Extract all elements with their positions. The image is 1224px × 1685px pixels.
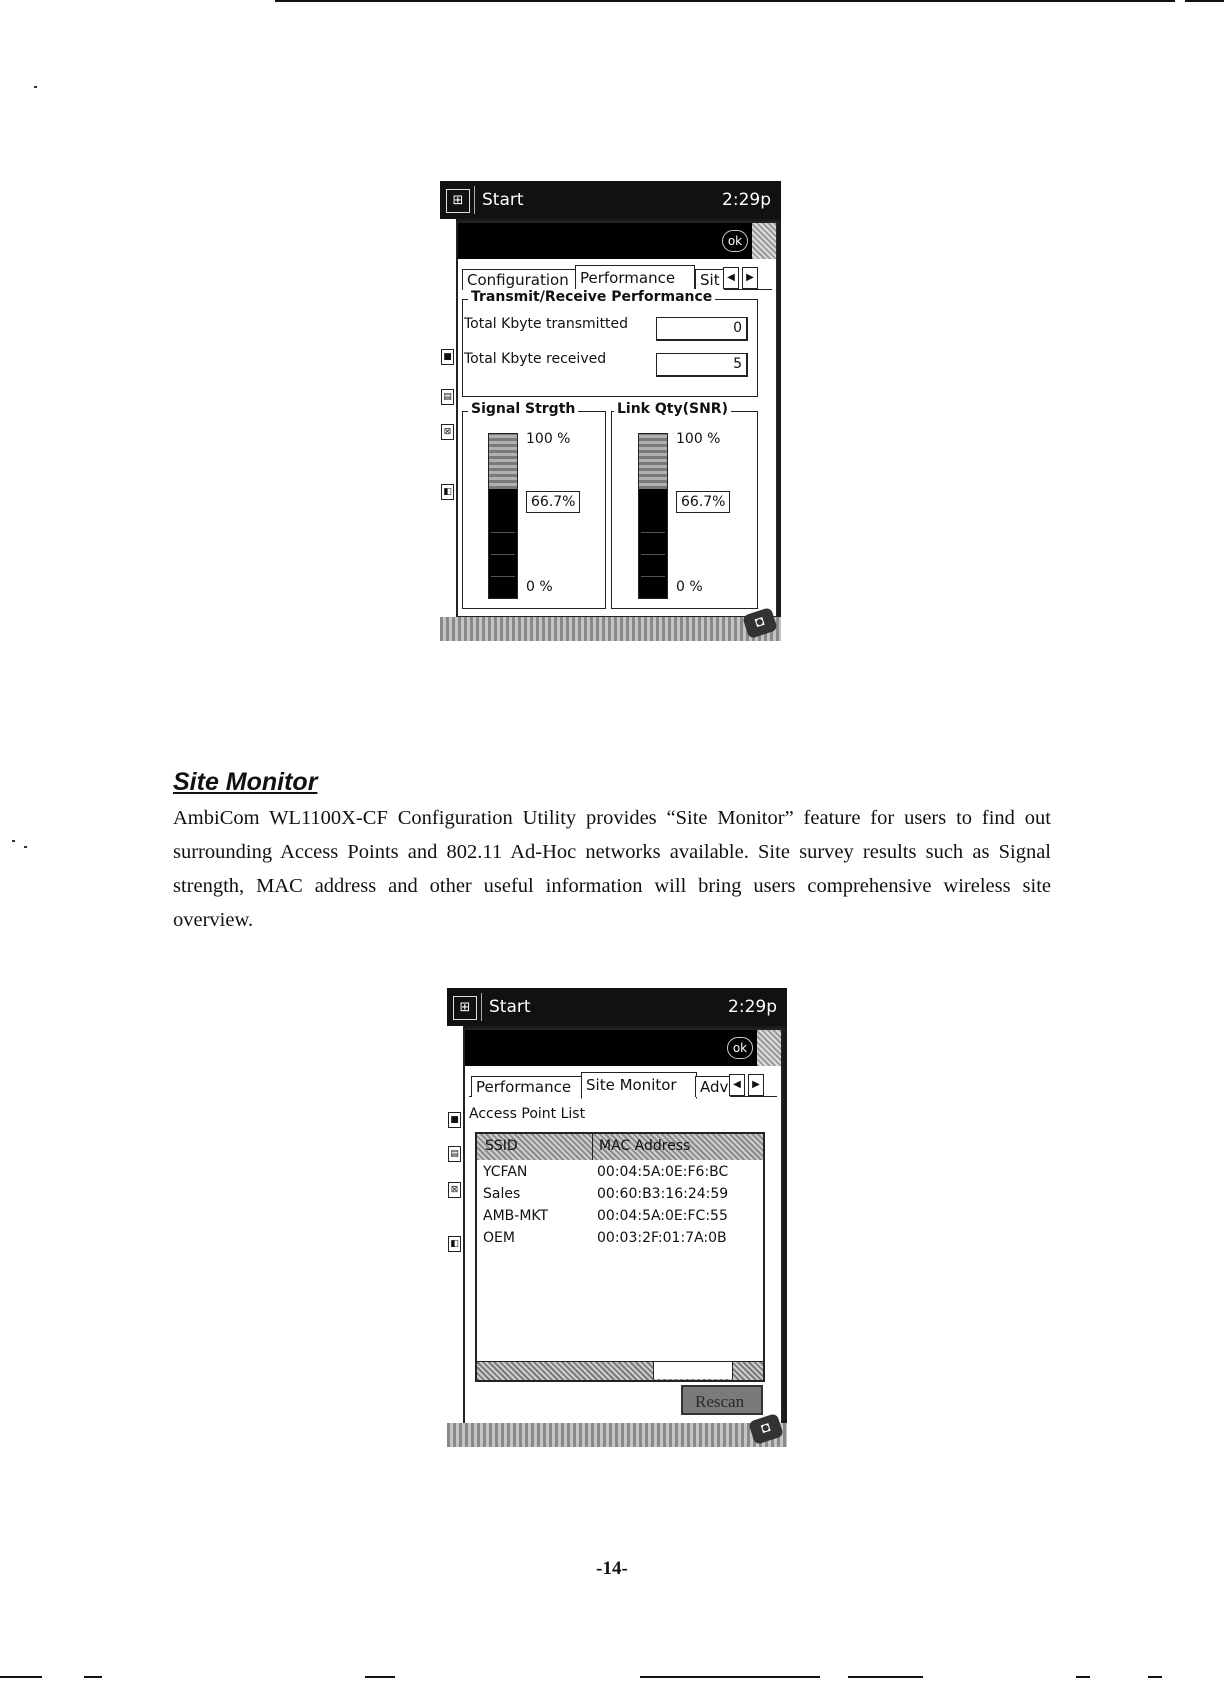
background-app-icon: ⊠ [448, 1182, 461, 1198]
dialog-header [465, 1030, 781, 1066]
background-app-icon: ▤ [448, 1146, 461, 1162]
start-menu[interactable]: Start [489, 997, 531, 1017]
mac-cell: 00:04:5A:0E:F6:BC [597, 1164, 729, 1180]
scan-speck [12, 840, 15, 842]
signal-meter-empty [489, 434, 517, 489]
background-app-icon: ◧ [441, 484, 454, 500]
today-background [447, 1026, 463, 1423]
tab-advanced[interactable]: Adv [695, 1076, 731, 1097]
scan-speck [34, 86, 37, 88]
title-bar [447, 988, 787, 1026]
bottom-rule [84, 1676, 102, 1678]
rescan-button[interactable]: Rescan [681, 1385, 763, 1415]
title-bar [440, 181, 781, 219]
top-rule-end [1185, 0, 1224, 2]
performance-screenshot [440, 181, 781, 641]
rx-value-field: 5 [656, 353, 748, 377]
camera-icon[interactable]: ◘ [742, 607, 778, 639]
tab-performance[interactable]: Performance [471, 1076, 583, 1097]
ok-button[interactable]: ok [727, 1037, 753, 1059]
horizontal-scrollbar[interactable] [477, 1361, 763, 1380]
background-app-icon: ▤ [441, 389, 454, 405]
link-group-title: Link Qty(SNR) [614, 401, 731, 417]
bottom-rule [640, 1676, 820, 1678]
access-point-list-label: Access Point List [469, 1106, 586, 1122]
signal-group-title: Signal Strgth [468, 401, 578, 417]
meter-tick [491, 554, 515, 555]
tab-scroll-left-icon[interactable]: ◀ [723, 267, 739, 289]
meter-tick [491, 532, 515, 533]
utility-dialog [463, 1028, 783, 1425]
bottom-rule [1148, 1676, 1162, 1678]
link-max-label: 100 % [676, 431, 721, 447]
tab-configuration[interactable]: Configuration [462, 269, 576, 290]
column-separator [592, 1134, 593, 1160]
site-monitor-screenshot [447, 988, 787, 1447]
meter-tick [491, 576, 515, 577]
title-separator [474, 186, 475, 214]
ssid-cell: OEM [483, 1230, 515, 1246]
background-app-icon: ■ [448, 1112, 461, 1128]
bottom-rule [0, 1676, 42, 1678]
txrx-group [462, 299, 758, 397]
ok-button[interactable]: ok [722, 230, 748, 252]
table-row[interactable] [477, 1162, 763, 1184]
bottom-rule [1076, 1676, 1090, 1678]
tab-performance[interactable]: Performance [575, 265, 695, 292]
today-background [440, 219, 456, 617]
section-paragraph: AmbiCom WL1100X-CF Configuration Utility provides “Site Monitor” feature for users to find out surrounding Access Points and 802.11 Ad-Hoc networks available. Site survey results such as Signal strength, MAC address and other useful information will bring users comprehensive wireless site overview. [173, 807, 1051, 931]
clock: 2:29p [722, 190, 771, 210]
background-app-icon: ⊠ [441, 424, 454, 440]
tab-site-monitor[interactable]: Site Monitor [581, 1072, 697, 1099]
ssid-cell: Sales [483, 1186, 521, 1202]
start-menu[interactable]: Start [482, 190, 524, 210]
utility-dialog [456, 221, 778, 618]
top-rule [275, 0, 1175, 2]
column-header-ssid[interactable]: SSID [485, 1138, 518, 1154]
ssid-cell: YCFAN [483, 1164, 528, 1180]
title-separator [481, 993, 482, 1021]
dialog-header [458, 223, 776, 259]
meter-tick [641, 576, 665, 577]
signal-min-label: 0 % [526, 579, 553, 595]
camera-icon[interactable]: ◘ [748, 1413, 784, 1445]
tab-scroll-right-icon[interactable]: ▶ [742, 267, 758, 289]
windows-start-icon[interactable]: ⊞ [453, 996, 477, 1020]
signal-max-label: 100 % [526, 431, 571, 447]
table-row[interactable] [477, 1206, 763, 1228]
mac-cell: 00:04:5A:0E:FC:55 [597, 1208, 728, 1224]
scan-noise [752, 223, 776, 259]
mac-cell: 00:03:2F:01:7A:0B [597, 1230, 727, 1246]
windows-start-icon[interactable]: ⊞ [446, 189, 470, 213]
tab-strip [462, 265, 772, 291]
scan-noise [757, 1030, 781, 1066]
tab-scroll-left-icon[interactable]: ◀ [729, 1074, 745, 1096]
link-min-label: 0 % [676, 579, 703, 595]
bottom-rule [848, 1676, 923, 1678]
meter-tick [641, 554, 665, 555]
link-value-box: 66.7% [676, 491, 730, 513]
background-app-icon: ◧ [448, 1236, 461, 1252]
scrollbar-thumb[interactable] [653, 1362, 733, 1379]
tx-label: Total Kbyte transmitted [464, 316, 629, 332]
scan-speck [24, 846, 27, 848]
tab-strip [469, 1072, 777, 1098]
tab-site-monitor[interactable]: Sit [695, 269, 725, 290]
mac-cell: 00:60:B3:16:24:59 [597, 1186, 729, 1202]
access-point-list[interactable] [475, 1132, 765, 1382]
clock: 2:29p [728, 997, 777, 1017]
column-header-mac[interactable]: MAC Address [599, 1138, 691, 1154]
taskbar [440, 617, 781, 641]
page-number: -14- [596, 1558, 628, 1579]
bottom-rule [365, 1676, 395, 1678]
txrx-group-title: Transmit/Receive Performance [468, 289, 715, 305]
link-meter-empty [639, 434, 667, 489]
meter-tick [641, 532, 665, 533]
section-heading: Site Monitor [173, 768, 318, 796]
rx-label: Total Kbyte received [464, 351, 607, 367]
table-row[interactable] [477, 1184, 763, 1206]
signal-value-box: 66.7% [526, 491, 580, 513]
tx-value-field: 0 [656, 317, 748, 341]
ssid-cell: AMB-MKT [483, 1208, 549, 1224]
signal-meter [488, 433, 518, 599]
taskbar [447, 1423, 787, 1447]
background-app-icon: ■ [441, 349, 454, 365]
tab-scroll-right-icon[interactable]: ▶ [748, 1074, 764, 1096]
table-row[interactable] [477, 1228, 763, 1250]
list-header [477, 1134, 763, 1160]
link-meter [638, 433, 668, 599]
